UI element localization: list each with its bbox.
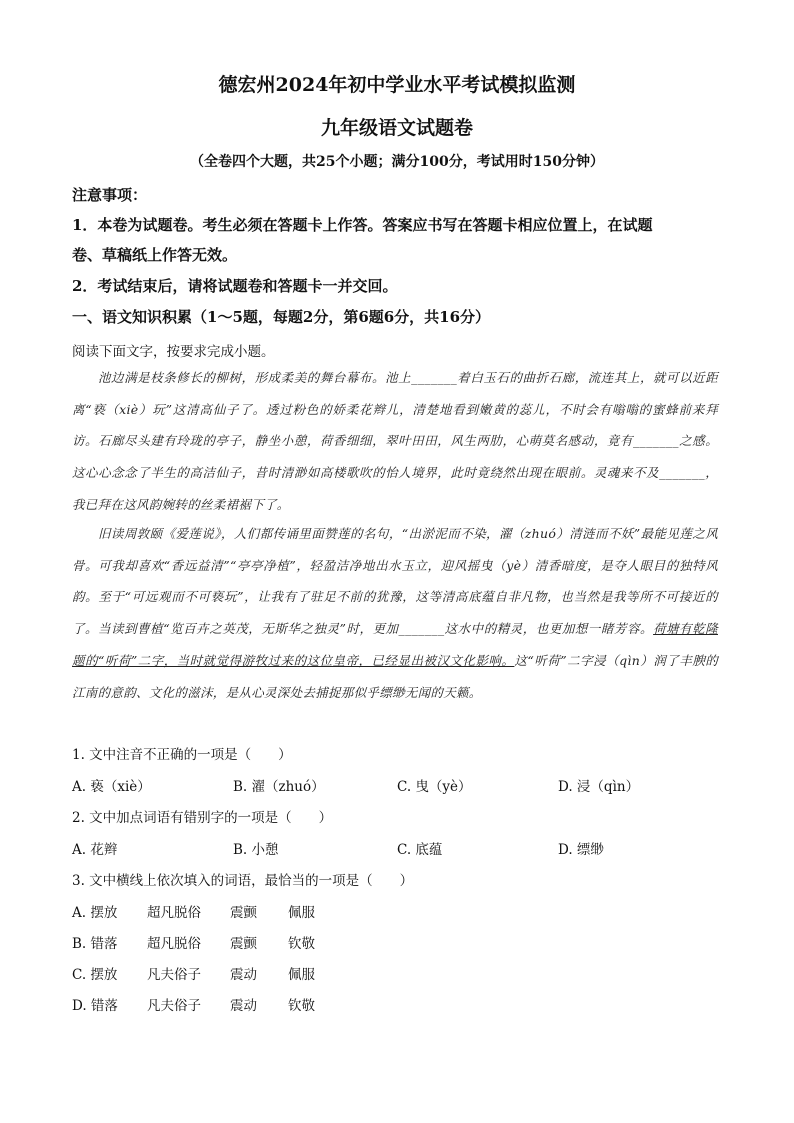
- option-b-word-4: 钦敬: [288, 936, 315, 952]
- question-2-option-b[interactable]: B. 小憩: [233, 842, 279, 858]
- exam-title: 德宏州2024年初中学业水平考试模拟监测: [218, 74, 576, 96]
- notes-heading: 注意事项：: [72, 186, 148, 204]
- question-1-option-b[interactable]: B. 濯（zhuó）: [233, 779, 325, 795]
- question-2-option-a[interactable]: A. 花辫: [72, 842, 118, 858]
- option-d-word-2: 凡夫俗子: [147, 998, 201, 1014]
- question-2-stem: 2. 文中加点词语有错别字的一项是（ ）: [72, 810, 333, 826]
- question-1-stem: 1. 文中注音不正确的一项是（ ）: [72, 747, 292, 763]
- option-a-word-1: A. 摆放: [72, 905, 118, 921]
- question-2-option-d[interactable]: D. 缥缈: [558, 842, 604, 858]
- option-a-word-3: 震颤: [230, 905, 257, 921]
- note-item-1-line-2: 卷、草稿纸上作答无效。: [72, 246, 238, 264]
- option-c-word-4: 佩服: [288, 967, 315, 983]
- option-d-word-1: D. 错落: [72, 998, 118, 1014]
- option-d-word-3: 震动: [230, 998, 257, 1014]
- option-b-word-3: 震颤: [230, 936, 257, 952]
- question-3-stem: 3. 文中横线上依次填入的词语，最恰当的一项是（ ）: [72, 873, 414, 889]
- option-d-word-4: 钦敬: [288, 998, 315, 1014]
- underlined-sentence: 荷塘有乾隆题的“听荷”二字，当时就觉得游牧过来的这位皇帝，已经显出被汉文化影响。: [72, 621, 718, 668]
- question-2-option-c[interactable]: C. 底蕴: [397, 842, 443, 858]
- note-item-1-line-1: 1．本卷为试题卷。考生必须在答题卡上作答。答案应书写在答题卡相应位置上，在试题: [72, 216, 653, 234]
- option-c-word-2: 凡夫俗子: [147, 967, 201, 983]
- passage-paragraph-2: [72, 518, 718, 708]
- passage-paragraph-2-end: 这“听荷”二字浸（qìn）润了丰腴的江南的意韵、文化的滋沫，是从心灵深处去捕捉那似乎缥缈无闻的天籁。: [72, 652, 718, 700]
- option-c-word-1: C. 摆放: [72, 967, 118, 983]
- question-1-option-a[interactable]: A. 亵（xiè）: [72, 779, 151, 795]
- section-1-heading: 一、语文知识积累（1～5题，每题2分，第6题6分，共16分）: [72, 308, 491, 326]
- passage-paragraph-2-text: 旧读周敦颐《爱莲说》，人们都传诵里面赞莲的名句，“出淤泥而不染，濯（zhuó）清涟而不妖”最能见莲之风骨。可我却喜欢“香远益清”“亭亭净植”，轻盈洁净地出水玉立，迎风摇曳（yè）清香暗度，是夺人眼目的独特风韵。至于“可远观而不可亵玩”，让我有了驻足不前的犹豫，这等清高底蕴自非凡物，也当然是我等所不可接近的了。当读到曹植“览百卉之英茂，无斯华之独灵”时，更加_______这水中的精灵，也更加想一睹芳容。: [72, 526, 718, 637]
- passage-paragraph-1: 池边满是枝条修长的柳树，形成柔美的舞台幕布。池上_______着白玉石的曲折石廊，流连其上，就可以近距离“亵（xiè）玩”这清高仙子了。透过粉色的娇柔花辫儿，清楚地看到嫩黄的蕊儿，不时会有嗡嗡的蜜蜂前来拜访。石廊尽头建有玲珑的亭子，静坐小憩，荷香细细，翠叶田田，风生两肋，心萌莫名感动，竟有_______之感。这心心念念了半生的高洁仙子，昔时清渺如高楼歌吹的怡人境界，此时竟绕然出现在眼前。灵魂来不及_______，我已拜在这风韵婉转的丝柔裙裾下了。: [72, 370, 718, 512]
- option-a-word-4: 佩服: [288, 905, 315, 921]
- reading-instruction: 阅读下面文字，按要求完成小题。: [72, 344, 275, 360]
- question-1-option-d[interactable]: D. 浸（qìn）: [558, 779, 640, 795]
- exam-subject-title: 九年级语文试题卷: [320, 117, 473, 139]
- note-item-2: 2．考试结束后，请将试题卷和答题卡一并交回。: [72, 277, 398, 295]
- option-c-word-3: 震动: [230, 967, 257, 983]
- exam-info: （全卷四个大题，共25个小题；满分100分，考试用时150分钟）: [190, 154, 604, 170]
- option-b-word-1: B. 错落: [72, 936, 118, 952]
- question-1-option-c[interactable]: C. 曳（yè）: [397, 779, 472, 795]
- option-a-word-2: 超凡脱俗: [147, 905, 201, 921]
- option-b-word-2: 超凡脱俗: [147, 936, 201, 952]
